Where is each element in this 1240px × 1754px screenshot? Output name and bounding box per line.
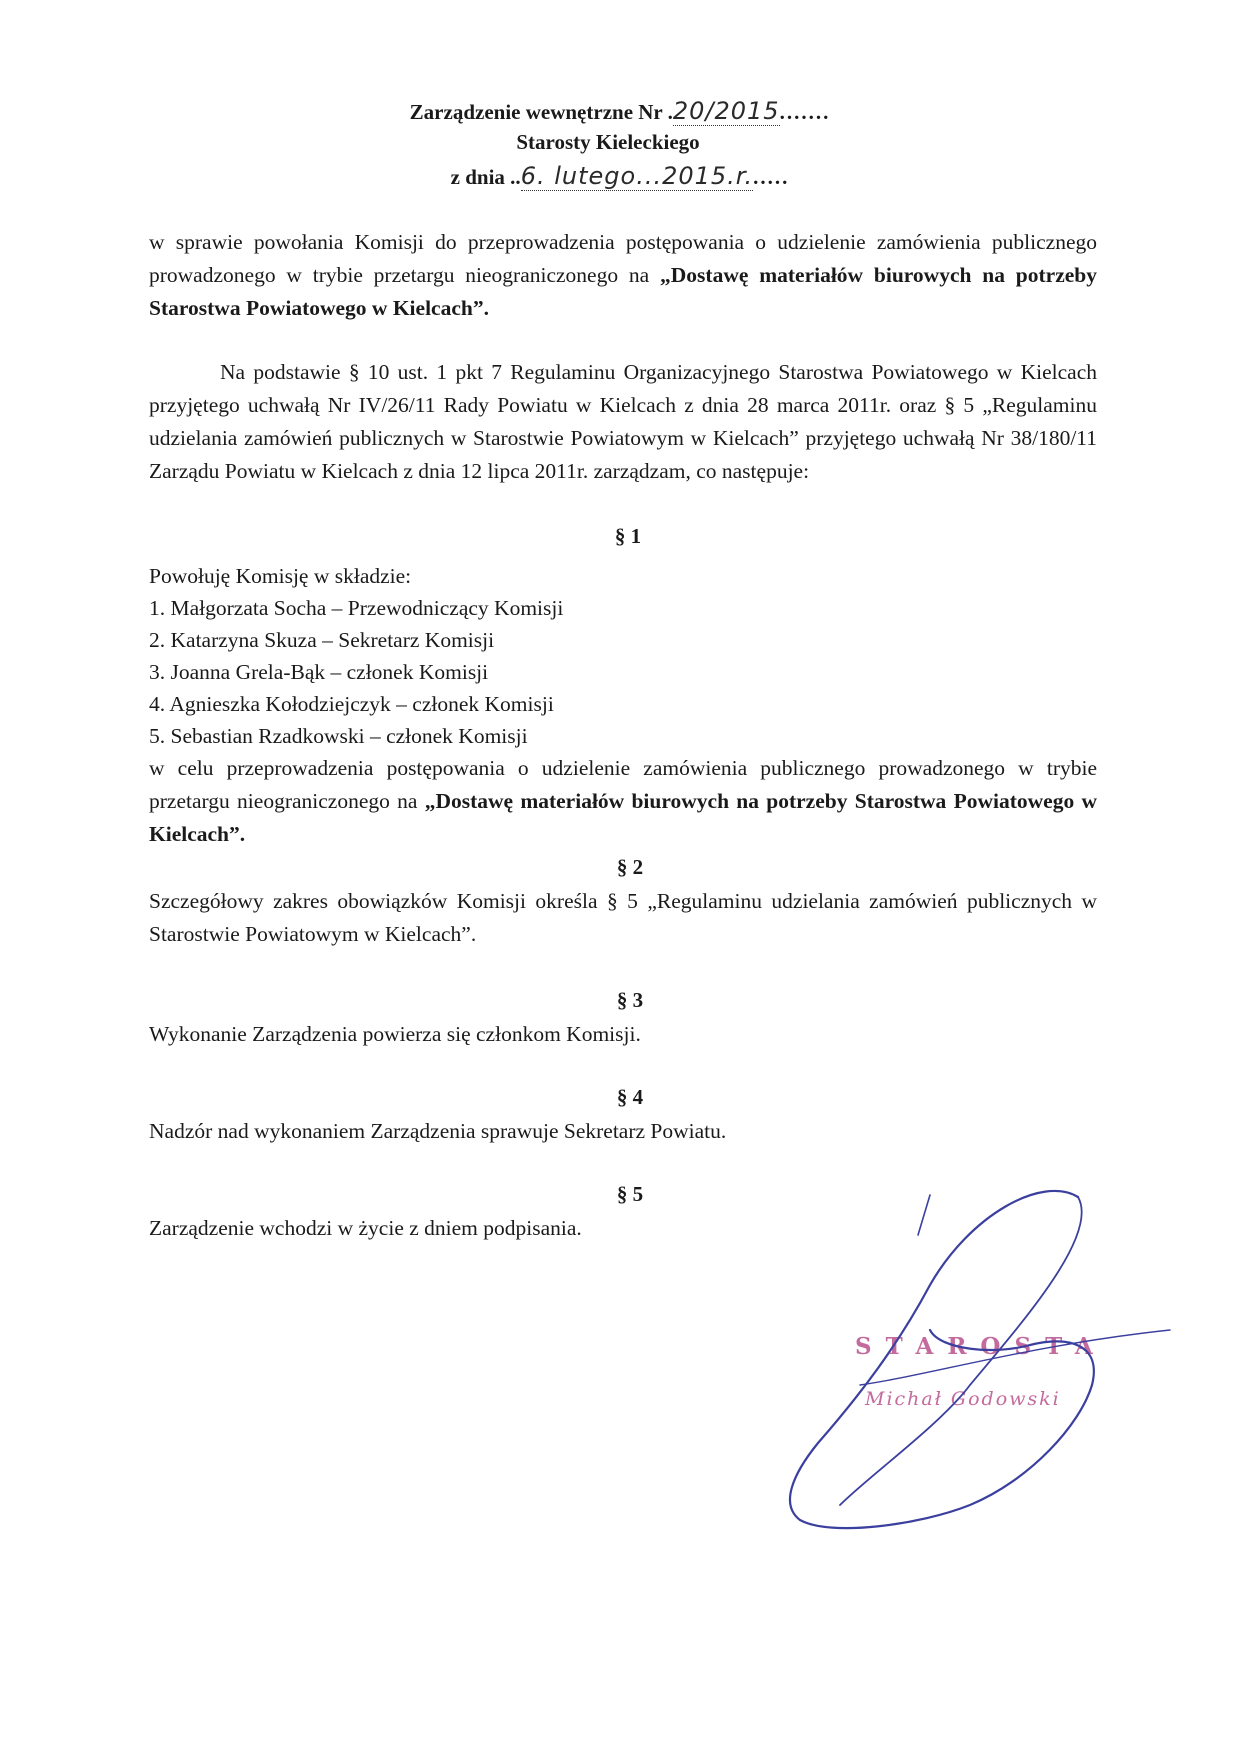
member-item: 3. Joanna Grela-Bąk – członek Komisji [149, 660, 489, 684]
section-4-text: Nadzór nad wykonaniem Zarządzenia sprawuje Sekretarz Powiatu. [149, 1119, 727, 1143]
section-1-purpose [149, 752, 1097, 851]
legal-basis-paragraph: Na podstawie § 10 ust. 1 pkt 7 Regulaminu Organizacyjnego Starostwa Powiatowego w Kielcach przyjętego uchwałą Nr IV/26/11 Rady Powiatu w Kielcach z dnia 28 marca 2011r. oraz § 5 „Regulaminu udzielania zamówień publicznych w Starostwie Powiatowym w Kielcach” przyjętego uchwałą Nr 38/180/11 Zarządu Powiatu w Kielcach z dnia 12 lipca 2011r. zarządzam, co następuje: [149, 360, 1097, 483]
member-item: 4. Agnieszka Kołodziejczyk – członek Komisji [149, 692, 554, 716]
subject-bold: „Dostawę materiałów biurowych na potrzeby Starostwa Powiatowego w Kielcach”. [149, 263, 1097, 320]
member-item: 1. Małgorzata Socha – Przewodniczący Komisji [149, 596, 564, 620]
subject-paragraph [149, 226, 1097, 325]
date-suffix: ..... [753, 165, 790, 189]
member-item: 5. Sebastian Rzadkowski – członek Komisji [149, 724, 528, 748]
section-3-heading: § 3 [616, 988, 644, 1012]
section-2-heading: § 2 [616, 855, 644, 879]
handwritten-date: 6. lutego...2015.r. [520, 162, 754, 190]
stamp-name: Michał Godowski [865, 1388, 1061, 1410]
document-title [0, 97, 1240, 125]
handwritten-signature [780, 1175, 1180, 1535]
section-5-text: Zarządzenie wchodzi w życie z dniem podpisania. [149, 1216, 582, 1240]
section-5-heading: § 5 [616, 1182, 644, 1206]
stamp-title: STAROSTA [855, 1333, 1107, 1360]
section-3-text: Wykonanie Zarządzenia powierza się członkom Komisji. [149, 1022, 641, 1046]
title-suffix: ....... [779, 100, 831, 124]
date-prefix: z dnia .. [450, 165, 521, 189]
purpose-text: w celu przeprowadzenia postępowania o udzielenie zamówienia publicznego prowadzonego w trybie przetargu nieograniczonego na [149, 756, 1097, 813]
handwritten-number: 20/2015 [672, 97, 780, 125]
document-date [0, 162, 1240, 190]
title-prefix: Zarządzenie wewnętrzne Nr . [409, 100, 673, 124]
member-item: 2. Katarzyna Skuza – Sekretarz Komisji [149, 628, 495, 652]
section-1-heading: § 1 [614, 524, 642, 548]
issuer: Starosty Kieleckiego [516, 130, 700, 154]
subject-text: w sprawie powołania Komisji do przeprowadzenia postępowania o udzielenie zamówienia publicznego prowadzonego w trybie przetargu nieograniczonego na [149, 230, 1097, 287]
section-1-intro: Powołuję Komisję w składzie: [149, 564, 412, 588]
purpose-bold: „Dostawę materiałów biurowych na potrzeby Starostwa Powiatowego w Kielcach”. [149, 789, 1097, 846]
section-2-text: Szczegółowy zakres obowiązków Komisji określa § 5 „Regulaminu udzielania zamówień publicznych w Starostwie Powiatowym w Kielcach”. [149, 889, 1097, 946]
section-4-heading: § 4 [616, 1085, 644, 1109]
